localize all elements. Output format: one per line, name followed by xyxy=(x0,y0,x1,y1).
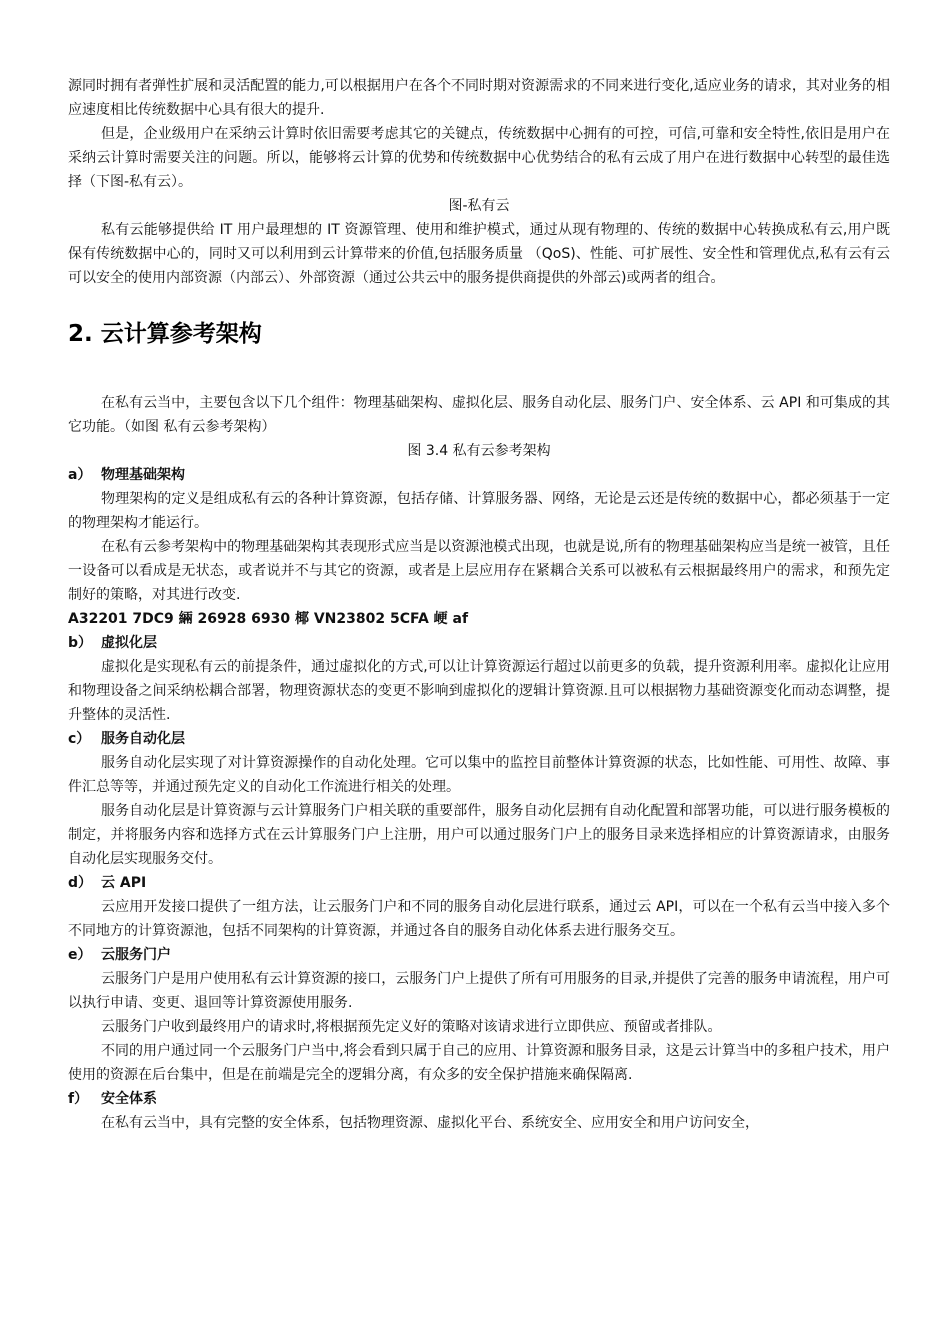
intro-paragraph-2: 但是，企业级用户在采纳云计算时依旧需要考虑其它的关键点，传统数据中心拥有的可控，可信,可靠和安全特性,依旧是用户在采纳云计算时需要关注的问题。所以，能够将云计算的优势和传统数据中心优势结合的私有云成了用户在进行数据中心转型的最佳选择（下图-私有云）。 xyxy=(68,126,890,190)
subsection-heading-b xyxy=(68,631,890,655)
subsection-label: b） xyxy=(68,635,93,651)
figure-caption-private-cloud: 图-私有云 xyxy=(448,198,510,214)
subsection-label: e） xyxy=(68,947,92,963)
subsection-label: d） xyxy=(68,875,93,891)
subsection-title: 服务自动化层 xyxy=(101,731,185,747)
subsection-title: 虚拟化层 xyxy=(101,635,157,651)
subsection-label: f） xyxy=(68,1091,89,1107)
subsection-c-paragraph-2: 服务自动化层是计算资源与云计算服务门户相关联的重要部件，服务自动化层拥有自动化配置和部署功能，可以进行服务模板的制定，并将服务内容和选择方式在云计算服务门户上注册，用户可以通过服务门户上的服务目录来选择相应的计算资源请求，由服务自动化层实现服务交付。 xyxy=(68,803,890,867)
subsection-f-paragraph-1: 在私有云当中，具有完整的安全体系，包括物理资源、虚拟化平台、系统安全、应用安全和用户访问安全， xyxy=(101,1115,759,1131)
subsection-e-paragraph-1: 云服务门户是用户使用私有云计算资源的接口，云服务门户上提供了所有可用服务的目录,并提供了完善的服务申请流程，用户可以执行申请、变更、退回等计算资源使用服务. xyxy=(68,971,890,1011)
subsection-label: a） xyxy=(68,467,92,483)
subsection-d-paragraph-1: 云应用开发接口提供了一组方法，让云服务门户和不同的服务自动化层进行联系，通过云 API，可以在一个私有云当中接入多个不同地方的计算资源池，包括不同架构的计算资源，并通过各自的服务自动化体系去进行服务交互。 xyxy=(68,899,890,939)
subsection-heading-e xyxy=(68,943,890,967)
subsection-a-paragraph-1: 物理架构的定义是组成私有云的各种计算资源，包括存储、计算服务器、网络，无论是云还是传统的数据中心，都必须基于一定的物理架构才能运行。 xyxy=(68,491,890,531)
subsection-heading-f xyxy=(68,1087,890,1111)
subsection-title: 云 API xyxy=(101,875,147,891)
document-page xyxy=(68,74,890,1135)
subsection-heading-d xyxy=(68,871,890,895)
subsection-a-paragraph-2: 在私有云参考架构中的物理基础架构其表现形式应当是以资源池模式出现，也就是说,所有的物理基础架构应当是统一被管，且任一设备可以看成是无状态，或者说并不与其它的资源，或者是上层应用存在紧耦合关系可以被私有云根据最终用户的需求，和预先定制好的策略，对其进行改变. xyxy=(68,539,890,603)
section-title: 2. 云计算参考架构 xyxy=(68,321,262,347)
private-cloud-paragraph: 私有云能够提供给 IT 用户最理想的 IT 资源管理、使用和维护模式，通过从现有物理的、传统的数据中心转换成私有云,用户既保有传统数据中心的，同时又可以利用到云计算带来的价值,包括服务质量 （QoS)、性能、可扩展性、安全性和管理优点,私有云有云可以安全的使用内部资源（内部云）、外部资源（通过公共云中的服务提供商提供的外部云)或两者的组合。 xyxy=(68,222,890,286)
subsection-c-paragraph-1: 服务自动化层实现了对计算资源操作的自动化处理。它可以集中的监控目前整体计算资源的状态，比如性能、可用性、故障、事件汇总等等，并通过预先定义的自动化工作流进行相关的处理。 xyxy=(68,755,890,795)
subsection-title: 云服务门户 xyxy=(101,947,171,963)
subsection-heading-c xyxy=(68,727,890,751)
subsection-title: 安全体系 xyxy=(101,1091,157,1107)
encoded-text-line: A32201 7DC9 緉 26928 6930 椰 VN23802 5CFA 峺 af xyxy=(68,611,469,627)
intro-paragraph-1: 源同时拥有者弹性扩展和灵活配置的能力,可以根据用户在各个不同时期对资源需求的不同来进行变化,适应业务的请求，其对业务的相应速度相比传统数据中心具有很大的提升. xyxy=(68,78,890,118)
section-spacer xyxy=(68,350,890,391)
figure-caption-architecture: 图 3.4 私有云参考架构 xyxy=(407,443,551,459)
section-intro-paragraph: 在私有云当中，主要包含以下几个组件：物理基础架构、虚拟化层、服务自动化层、服务门户、安全体系、云 API 和可集成的其它功能。（如图 私有云参考架构） xyxy=(68,395,890,435)
subsection-e-paragraph-2: 云服务门户收到最终用户的请求时,将根据预先定义好的策略对该请求进行立即供应、预留或者排队。 xyxy=(101,1019,722,1035)
subsection-title: 物理基础架构 xyxy=(101,467,185,483)
subsection-e-paragraph-3: 不同的用户通过同一个云服务门户当中,将会看到只属于自己的应用、计算资源和服务目录，这是云计算当中的多租户技术，用户使用的资源在后台集中，但是在前端是完全的逻辑分离，有众多的安全保护措施来确保隔离. xyxy=(68,1043,890,1083)
subsection-b-paragraph-1: 虚拟化是实现私有云的前提条件，通过虚拟化的方式,可以让计算资源运行超过以前更多的负载，提升资源利用率。虚拟化让应用和物理设备之间采纳松耦合部署，物理资源状态的变更不影响到虚拟化的逻辑计算资源.且可以根据物力基础资源变化而动态调整，提升整体的灵活性. xyxy=(68,659,890,723)
subsection-label: c） xyxy=(68,731,91,747)
subsection-heading-a xyxy=(68,463,890,487)
